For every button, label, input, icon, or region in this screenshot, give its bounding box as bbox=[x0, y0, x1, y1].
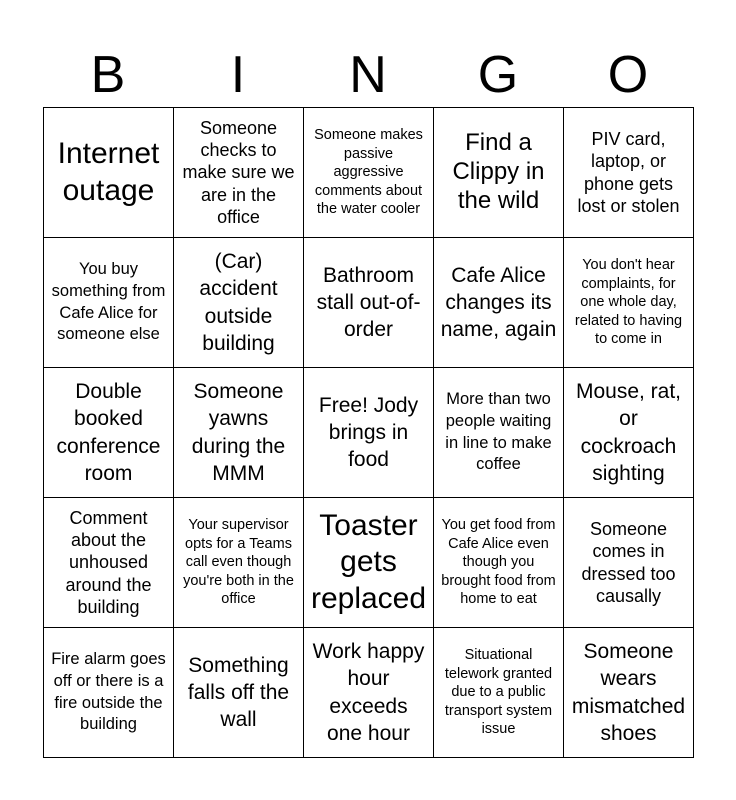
board-row-1 bbox=[44, 108, 694, 238]
bingo-cell[interactable]: Double booked conference room bbox=[44, 368, 174, 498]
bingo-cell[interactable]: Mouse, rat, or cockroach sighting bbox=[564, 368, 694, 498]
bingo-cell[interactable]: (Car) accident outside building bbox=[174, 238, 304, 368]
bingo-cell[interactable]: Toaster gets replaced bbox=[304, 498, 434, 628]
bingo-cell[interactable]: Someone comes in dressed too causally bbox=[564, 498, 694, 628]
board-row-5 bbox=[44, 628, 694, 758]
header-letter-i: I bbox=[230, 46, 246, 104]
bingo-cell[interactable]: PIV card, laptop, or phone gets lost or stolen bbox=[564, 108, 694, 238]
bingo-cell[interactable]: Free! Jody brings in food bbox=[304, 368, 434, 498]
bingo-cell[interactable]: Comment about the unhoused around the building bbox=[44, 498, 174, 628]
bingo-cell[interactable]: Work happy hour exceeds one hour bbox=[304, 628, 434, 758]
bingo-cell[interactable]: Someone yawns during the MMM bbox=[174, 368, 304, 498]
bingo-cell[interactable]: You get food from Cafe Alice even though you brought food from home to eat bbox=[434, 498, 564, 628]
board-row-2 bbox=[44, 238, 694, 368]
header-letter-o: O bbox=[607, 46, 649, 104]
bingo-cell[interactable]: You don't hear complaints, for one whole day, related to having to come in bbox=[564, 238, 694, 368]
bingo-cell[interactable]: More than two people waiting in line to make coffee bbox=[434, 368, 564, 498]
bingo-cell[interactable]: Find a Clippy in the wild bbox=[434, 108, 564, 238]
bingo-cell[interactable]: You buy something from Cafe Alice for someone else bbox=[44, 238, 174, 368]
bingo-cell[interactable]: Something falls off the wall bbox=[174, 628, 304, 758]
bingo-cell[interactable]: Someone makes passive aggressive comments about the water cooler bbox=[304, 108, 434, 238]
bingo-header bbox=[43, 42, 693, 108]
bingo-cell[interactable]: Fire alarm goes off or there is a fire outside the building bbox=[44, 628, 174, 758]
bingo-cell[interactable]: Bathroom stall out-of-order bbox=[304, 238, 434, 368]
header-letter-g: G bbox=[477, 46, 519, 104]
bingo-cell[interactable]: Your supervisor opts for a Teams call even though you're both in the office bbox=[174, 498, 304, 628]
bingo-cell[interactable]: Cafe Alice changes its name, again bbox=[434, 238, 564, 368]
header-letter-n: N bbox=[349, 46, 387, 104]
bingo-board bbox=[43, 107, 694, 758]
header-letter-b: B bbox=[90, 46, 126, 104]
bingo-cell[interactable]: Someone wears mismatched shoes bbox=[564, 628, 694, 758]
bingo-cell[interactable]: Situational telework granted due to a public transport system issue bbox=[434, 628, 564, 758]
board-row-4 bbox=[44, 498, 694, 628]
board-row-3 bbox=[44, 368, 694, 498]
bingo-cell[interactable]: Internet outage bbox=[44, 108, 174, 238]
bingo-cell[interactable]: Someone checks to make sure we are in the office bbox=[174, 108, 304, 238]
